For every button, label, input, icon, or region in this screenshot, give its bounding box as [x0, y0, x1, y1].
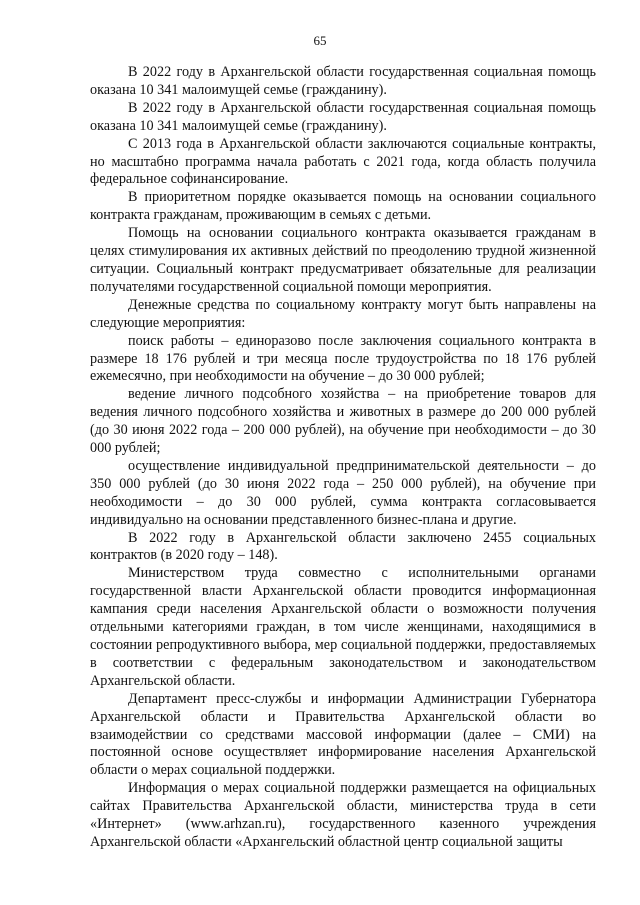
paragraph: В 2022 году в Архангельской области государственная социальная помощь оказана 10 341 малоимущей семье (гражданину). — [90, 99, 596, 134]
list-item: осуществление индивидуальной предпринимательской деятельности – до 350 000 рублей (до 30 июня 2022 года – 250 000 рублей), на обучение при необходимости – до 30 000 рублей, сумма контракта согласовывается индивидуально на основании представленного бизнес-плана и другие. — [90, 457, 596, 528]
paragraph: Департамент пресс-службы и информации Администрации Губернатора Архангельской области и Правительства Архангельской области во взаимодействии со средствами массовой информации (далее – СМИ) на постоянной основе осуществляет информирование населения Архангельской области о мерах социальной поддержки. — [90, 690, 596, 779]
list-item: поиск работы – единоразово после заключения социального контракта в размере 18 176 рублей и три месяца после трудоустройства по 18 176 рублей ежемесячно, при необходимости на обучение – до 30 000 рублей; — [90, 332, 596, 385]
paragraph: В 2022 году в Архангельской области государственная социальная помощь оказана 10 341 малоимущей семье (гражданину). — [90, 64, 596, 98]
list-item: ведение личного подсобного хозяйства – на приобретение товаров для ведения личного подсобного хозяйства и животных в размере до 200 000 рублей (до 30 июня 2022 года – 200 000 рублей), на обучение при необходимости – до 30 000 рублей; — [90, 386, 596, 457]
paragraph: Министерством труда совместно с исполнительными органами государственной власти Архангельской области проводится информационная кампания среди населения Архангельской области о возможности получения отдельными категориями граждан, в том числе женщинами, находящимися в состоянии репродуктивного выбора, мер социальной поддержки, предоставляемых в соответствии с федеральным законодательством и законодательством Архангельской области. — [90, 565, 596, 689]
paragraph: Денежные средства по социальному контракту могут быть направлены на следующие мероприятия: — [90, 296, 596, 331]
page-number: 65 — [313, 33, 327, 48]
paragraph: Информация о мерах социальной поддержки размещается на официальных сайтах Правительства Архангельской области, министерства труда в сети «Интернет» (www.arhzan.ru), государственного казенного учреждения Архангельской области «Архангельский областной центр социальной защиты — [90, 780, 596, 850]
paragraph: С 2013 года в Архангельской области заключаются социальные контракты, но масштабно программа начала работать с 2021 года, когда область получила федеральное софинансирование. — [90, 135, 596, 188]
paragraph: Помощь на основании социального контракта оказывается гражданам в целях стимулирования их активных действий по преодолению трудной жизненной ситуации. Социальный контракт предусматривает обязательные для реализации получателями государственной социальной помощи мероприятия. — [90, 225, 596, 295]
paragraph: В приоритетном порядке оказывается помощь на основании социального контракта гражданам, проживающим в семьях с детьми. — [90, 189, 596, 224]
body-text — [90, 64, 596, 852]
paragraph: В 2022 году в Архангельской области заключено 2455 социальных контрактов (в 2020 году – 148). — [90, 529, 596, 564]
